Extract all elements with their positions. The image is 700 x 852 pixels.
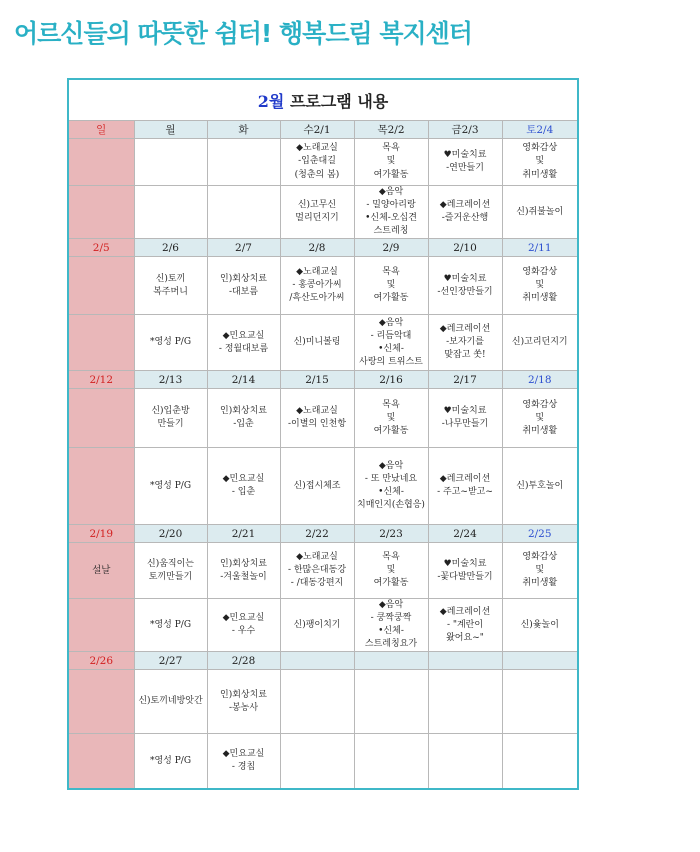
date-cell: 2/20 xyxy=(134,525,207,543)
activity-cell: 인)회상치료 -입춘 xyxy=(207,389,280,448)
activity-cell: 신)접시체조 xyxy=(280,448,354,525)
activity-cell: 영화감상 및 취미생활 xyxy=(502,139,578,186)
date-cell: 2/24 xyxy=(428,525,502,543)
activity-cell: ◆민요교실 - 정월대보름 xyxy=(207,315,280,371)
week-2-date-row xyxy=(68,239,578,257)
activity-cell: 신)토끼네방앗간 xyxy=(134,670,207,734)
program-calendar xyxy=(67,78,579,790)
date-cell xyxy=(502,652,578,670)
activity-cell xyxy=(68,734,134,789)
activity-cell xyxy=(354,670,428,734)
activity-cell: 목욕 및 여가활동 xyxy=(354,139,428,186)
date-cell: 2/9 xyxy=(354,239,428,257)
date-cell: 월 xyxy=(134,121,207,139)
calendar-title xyxy=(68,79,578,121)
activity-cell: ◆노래교실 - 한많은대동강 - /대동강편지 xyxy=(280,543,354,599)
activity-cell: ◆레크레이션 -보자기를 맞잡고 쏫! xyxy=(428,315,502,371)
date-cell: 2/22 xyxy=(280,525,354,543)
activity-cell xyxy=(68,257,134,315)
activity-cell: ◆레크레이션 - 주고~받고~ xyxy=(428,448,502,525)
activity-cell: ◆노래교실 - 홍콩아가씨 /흑산도아가씨 xyxy=(280,257,354,315)
activity-cell: 인)회상치료 -겨울철놀이 xyxy=(207,543,280,599)
activity-cell: 신)쥐불놀이 xyxy=(502,186,578,239)
date-cell: 2/12 xyxy=(68,371,134,389)
date-cell: 토2/4 xyxy=(502,121,578,139)
activity-cell: ♥미술치료 -나무만들기 xyxy=(428,389,502,448)
activity-cell xyxy=(428,670,502,734)
activity-cell: 신)윷놀이 xyxy=(502,599,578,652)
week-1-activity-row-2 xyxy=(68,186,578,239)
activity-cell: 영화감상 및 취미생활 xyxy=(502,389,578,448)
date-cell: 2/19 xyxy=(68,525,134,543)
activity-cell xyxy=(68,186,134,239)
week-1-date-row xyxy=(68,121,578,139)
date-cell: 2/25 xyxy=(502,525,578,543)
date-cell: 2/11 xyxy=(502,239,578,257)
date-cell: 2/21 xyxy=(207,525,280,543)
date-cell: 2/17 xyxy=(428,371,502,389)
date-cell: 2/6 xyxy=(134,239,207,257)
activity-cell xyxy=(428,734,502,789)
activity-cell xyxy=(134,186,207,239)
activity-cell xyxy=(280,734,354,789)
date-cell: 2/23 xyxy=(354,525,428,543)
week-2-activity-row-1 xyxy=(68,257,578,315)
activity-cell xyxy=(68,599,134,652)
activity-cell: ◆레크레이션 - "계란이 왔어요~" xyxy=(428,599,502,652)
date-cell: 2/5 xyxy=(68,239,134,257)
activity-cell: 설날 xyxy=(68,543,134,599)
activity-cell: 영화감상 및 취미생활 xyxy=(502,543,578,599)
week-3-date-row xyxy=(68,371,578,389)
date-cell: 수2/1 xyxy=(280,121,354,139)
week-5-activity-row-2 xyxy=(68,734,578,789)
week-1-activity-row-1 xyxy=(68,139,578,186)
activity-cell: 목욕 및 여가활동 xyxy=(354,257,428,315)
date-cell: 금2/3 xyxy=(428,121,502,139)
date-cell: 2/16 xyxy=(354,371,428,389)
activity-cell: ◆민요교실 - 우수 xyxy=(207,599,280,652)
date-cell xyxy=(280,652,354,670)
activity-cell: 신)투호놀이 xyxy=(502,448,578,525)
activity-cell: ♥미술치료 -꽃다발만들기 xyxy=(428,543,502,599)
activity-cell: 목욕 및 여가활동 xyxy=(354,389,428,448)
date-cell: 2/15 xyxy=(280,371,354,389)
activity-cell: 신)고리던지기 xyxy=(502,315,578,371)
activity-cell: ♥미술치료 -선인장만들기 xyxy=(428,257,502,315)
activity-cell: ◆노래교실 -입춘대길 (청춘의 봄) xyxy=(280,139,354,186)
week-3-activity-row-1 xyxy=(68,389,578,448)
activity-cell: 신)고무신 멀리던지기 xyxy=(280,186,354,239)
date-cell: 2/18 xyxy=(502,371,578,389)
activity-cell: *영성 P/G xyxy=(134,734,207,789)
activity-cell xyxy=(68,670,134,734)
activity-cell: 신)팽이치기 xyxy=(280,599,354,652)
activity-cell xyxy=(68,315,134,371)
week-4-activity-row-2 xyxy=(68,599,578,652)
activity-cell xyxy=(502,670,578,734)
activity-cell: ◆음악 - 밀양아리랑 •신체-오십견 스트레칭 xyxy=(354,186,428,239)
activity-cell xyxy=(68,389,134,448)
activity-cell: *영성 P/G xyxy=(134,448,207,525)
activity-cell: ◆음악 - 쿵짝쿵짝 •신체- 스트레칭요가 xyxy=(354,599,428,652)
date-cell: 2/26 xyxy=(68,652,134,670)
activity-cell: 영화감상 및 취미생활 xyxy=(502,257,578,315)
activity-cell: 신)입춘방 만들기 xyxy=(134,389,207,448)
activity-cell: ♥미술치료 -연만들기 xyxy=(428,139,502,186)
week-4-activity-row-1 xyxy=(68,543,578,599)
activity-cell: 목욕 및 여가활동 xyxy=(354,543,428,599)
date-cell: 화 xyxy=(207,121,280,139)
activity-cell: ◆민요교실 - 입춘 xyxy=(207,448,280,525)
calendar-title-text: 프로그램 내용 xyxy=(289,91,389,111)
date-cell: 2/13 xyxy=(134,371,207,389)
activity-cell xyxy=(68,448,134,525)
activity-cell: ◆레크레이션 -즐거운산행 xyxy=(428,186,502,239)
date-cell: 2/27 xyxy=(134,652,207,670)
date-cell xyxy=(354,652,428,670)
activity-cell: 신)움직이는 토끼만들기 xyxy=(134,543,207,599)
date-cell xyxy=(428,652,502,670)
activity-cell: *영성 P/G xyxy=(134,315,207,371)
date-cell: 2/28 xyxy=(207,652,280,670)
activity-cell xyxy=(354,734,428,789)
activity-cell: 신)토끼 복주머니 xyxy=(134,257,207,315)
activity-cell: ◆민요교실 - 경칩 xyxy=(207,734,280,789)
activity-cell: ◆노래교실 -이별의 인천항 xyxy=(280,389,354,448)
date-cell: 2/14 xyxy=(207,371,280,389)
page-title: 어르신들의 따뜻한 쉼터! 행복드림 복지센터 xyxy=(14,19,472,48)
week-5-date-row xyxy=(68,652,578,670)
week-4-date-row xyxy=(68,525,578,543)
activity-cell: 인)회상치료 -봉농사 xyxy=(207,670,280,734)
activity-cell: 신)미니볼링 xyxy=(280,315,354,371)
calendar-month: 2월 xyxy=(257,91,285,111)
date-cell: 2/7 xyxy=(207,239,280,257)
activity-cell xyxy=(280,670,354,734)
week-2-activity-row-2 xyxy=(68,315,578,371)
activity-cell: *영성 P/G xyxy=(134,599,207,652)
date-cell: 2/10 xyxy=(428,239,502,257)
activity-cell xyxy=(207,186,280,239)
week-3-activity-row-2 xyxy=(68,448,578,525)
calendar-title-row xyxy=(68,79,578,121)
date-cell: 2/8 xyxy=(280,239,354,257)
week-5-activity-row-1 xyxy=(68,670,578,734)
activity-cell xyxy=(134,139,207,186)
date-cell: 목2/2 xyxy=(354,121,428,139)
activity-cell: ◆음악 - 또 만났네요 •신체- 치매인지(손협응) xyxy=(354,448,428,525)
activity-cell xyxy=(207,139,280,186)
date-cell: 일 xyxy=(68,121,134,139)
activity-cell xyxy=(68,139,134,186)
activity-cell: ◆음악 - 리듬악대 •신체- 사랑의 트위스트 xyxy=(354,315,428,371)
activity-cell xyxy=(502,734,578,789)
activity-cell: 인)회상치료 -대보름 xyxy=(207,257,280,315)
